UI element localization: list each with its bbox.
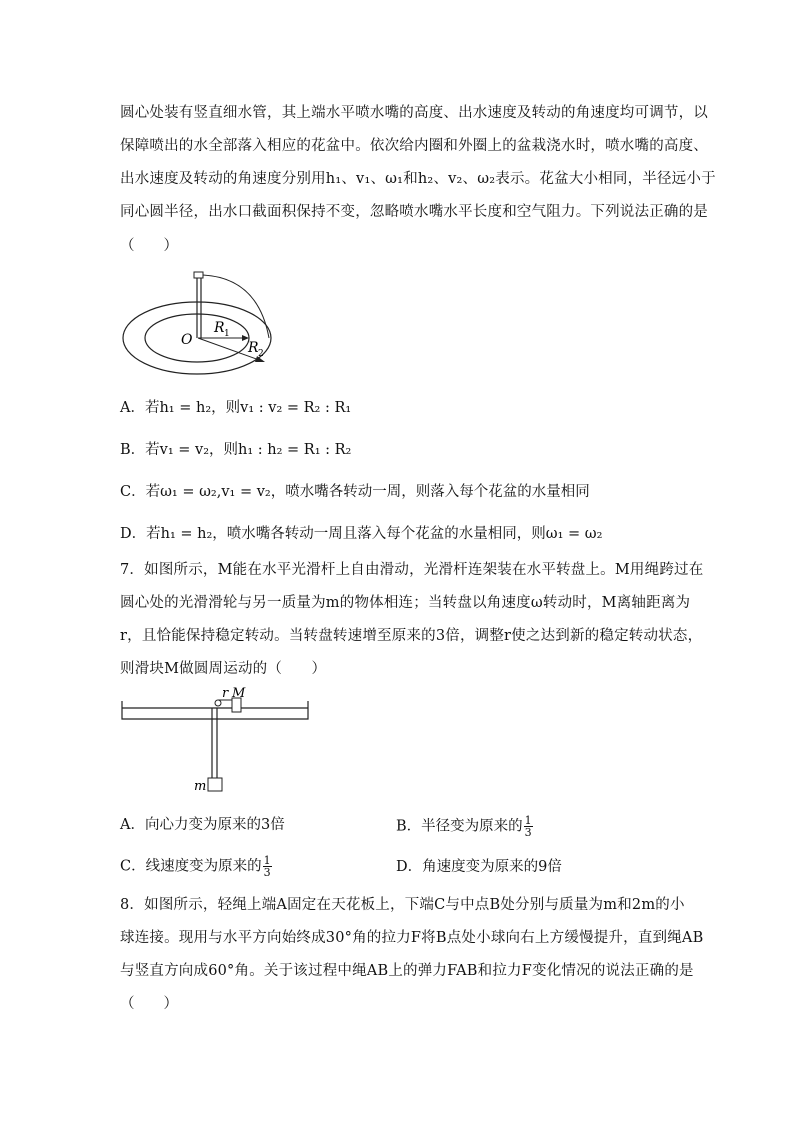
- fraction-denominator: 3: [263, 866, 271, 879]
- nozzle: [194, 272, 203, 278]
- q6-figure-concentric-circles: [118, 268, 298, 378]
- q7-option-c-text: C．线速度变为原来的: [120, 858, 262, 875]
- q6-line-2: 保障喷出的水全部落入相应的花盆中。依次给内圈和外圈上的盆栽浇水时，喷水嘴的高度、: [120, 138, 708, 154]
- label-big-m: M: [232, 686, 246, 701]
- q6-line-3: 出水速度及转动的角速度分别用h₁、v₁、ω₁和h₂、v₂、ω₂表示。花盆大小相同，半径远小于: [120, 171, 716, 187]
- q8-line-3: 与竖直方向成60°角。关于该过程中绳AB上的弹力FAB和拉力F变化情况的说法正确的是: [120, 963, 694, 979]
- q6-line-4: 同心圆半径，出水口截面积保持不变，忽略喷水嘴水平长度和空气阻力。下列说法正确的是: [120, 204, 708, 220]
- q7-line-2: 圆心处的光滑滑轮与另一质量为m的物体相连；当转盘以角速度ω转动时，M离轴距离为: [120, 595, 691, 611]
- q6-option-c: C．若ω₁ = ω₂,v₁ = v₂，喷水嘴各转动一周，则落入每个花盆的水量相同: [120, 484, 590, 500]
- q7-option-d: D．角速度变为原来的9倍: [396, 859, 562, 875]
- label-r: r: [222, 686, 229, 701]
- q6-option-a: A．若h₁ = h₂，则v₁ : v₂ = R₂ : R₁: [120, 400, 352, 416]
- q7-option-a: A．向心力变为原来的3倍: [120, 817, 285, 833]
- q7-line-3: r，且恰能保持稳定转动。当转盘转速增至原来的3倍，调整r使之达到新的稳定转动状态，: [120, 628, 703, 644]
- label-small-m: m: [194, 779, 207, 794]
- label-r2: R: [248, 340, 259, 356]
- q7-figure-turntable: [118, 684, 318, 798]
- q8-answer-blank: （ ）: [120, 996, 178, 1012]
- q8-line-1: 8．如图所示，轻绳上端A固定在天花板上，下端C与中点B处分别与质量为m和2m的小: [120, 897, 685, 913]
- q6-option-d: D．若h₁ = h₂，喷水嘴各转动一周且落入每个花盆的水量相同，则ω₁ = ω₂: [120, 526, 603, 542]
- fraction-numerator: 1: [263, 854, 271, 867]
- label-r2-sub: 2: [258, 349, 264, 359]
- label-r1: R: [214, 320, 225, 336]
- label-r1-sub: 1: [224, 329, 230, 339]
- q7-option-b-text: B．半径变为原来的: [396, 818, 523, 835]
- label-o: O: [181, 332, 193, 348]
- fraction-numerator: 1: [524, 814, 532, 827]
- q7-option-c: [120, 855, 272, 878]
- fraction-one-third: [524, 815, 533, 838]
- q8-line-2: 球连接。现用与水平方向始终成30°角的拉力F将B点处小球向右上方缓慢提升，直到绳AB: [120, 930, 704, 946]
- fraction-one-third: [263, 855, 272, 878]
- q6-line-1: 圆心处装有竖直细水管，其上端水平喷水嘴的高度、出水速度及转动的角速度均可调节，以: [120, 105, 708, 121]
- q7-option-b: [396, 815, 533, 838]
- q6-option-b: B．若v₁ = v₂，则h₁ : h₂ = R₁ : R₂: [120, 442, 352, 458]
- hanging-mass-block: [208, 778, 222, 791]
- pulley: [215, 700, 221, 706]
- q7-line-4: 则滑块M做圆周运动的（ ）: [120, 661, 327, 677]
- q6-answer-blank: （ ）: [120, 238, 178, 254]
- q7-line-1: 7．如图所示，M能在水平光滑杆上自由滑动，光滑杆连架装在水平转盘上。M用绳跨过在: [120, 562, 704, 578]
- fraction-denominator: 3: [524, 826, 532, 839]
- water-trajectory: [203, 275, 269, 338]
